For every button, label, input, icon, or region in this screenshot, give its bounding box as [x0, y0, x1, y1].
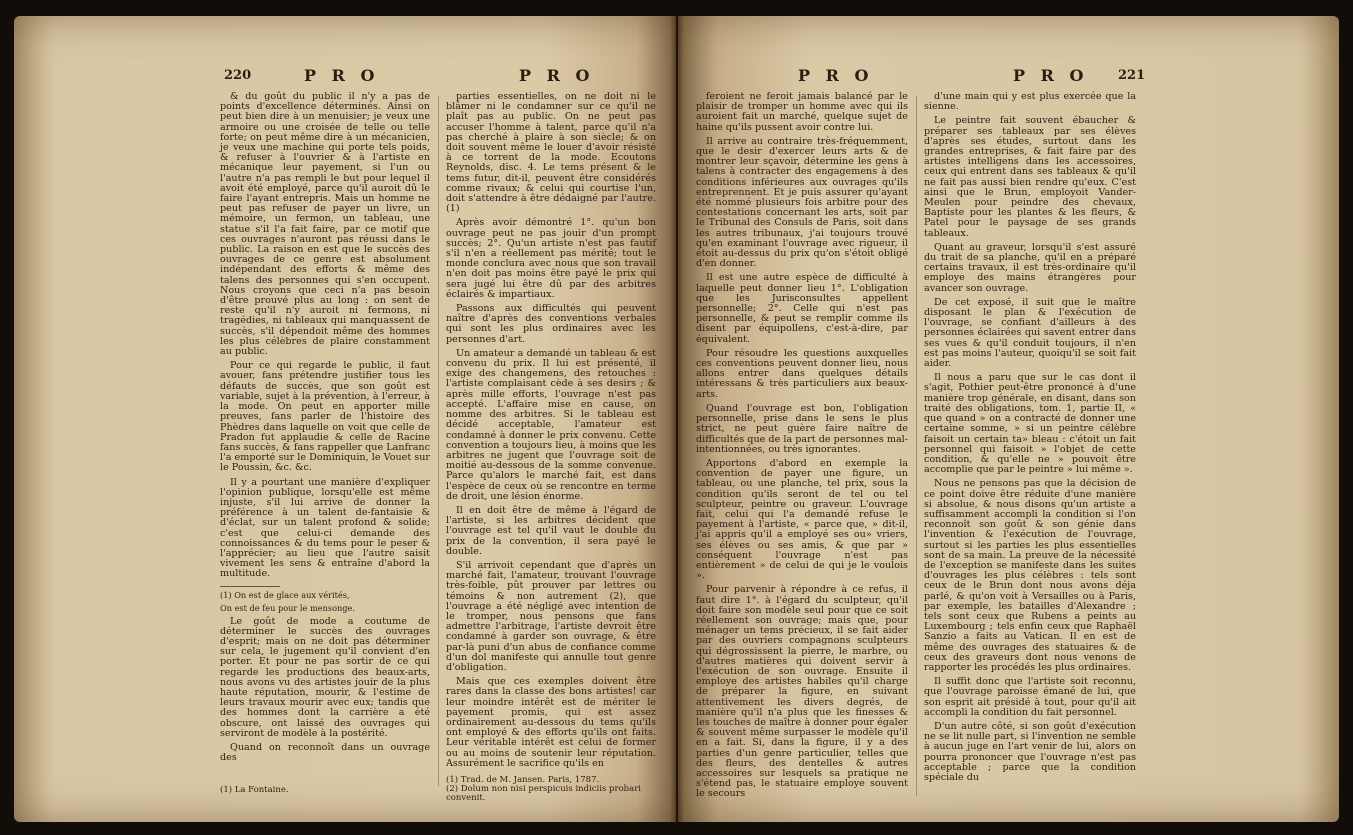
paragraph: Après avoir démontré 1°. qu'un bon ouvrage peut ne pas jouir d'un prompt succès; 2°. Qu'un artiste n'est pas fautif s'il n'en a réellement pas mérité; tout le monde conclura avec nous que son travail n'en doit pas moins être payé le prix qui sera jugé lui être dû par des arbitres éclairés & impartiaux.: [446, 217, 656, 300]
left-running-head: P R O: [304, 66, 380, 85]
left-col2-footnotes: [446, 776, 656, 803]
paragraph: Quand on reconnoît dans un ouvrage des: [220, 741, 430, 764]
footnote: (2) Dolum non nisi perspicuis indiciis probari convenit.: [446, 784, 641, 803]
paragraph: Il suffit donc que l'artiste soit reconnu, que l'ouvrage paroisse émané de lui, que son esprit ait présidé à tout, pour qu'il ait accompli la condition du fait personnel.: [924, 676, 1136, 718]
paragraph: D'un autre côté, si son goût d'exécution ne se lit nulle part, si l'invention ne semble à aucun juge en l'art venir de lui, alors on pourra prononcer que l'ouvrage n'est pas acceptable ; parce que la condition spéciale du: [924, 720, 1136, 783]
left-column-2: [446, 92, 656, 773]
right-col1-running-head: P R O: [798, 66, 874, 85]
column-divider: [916, 96, 917, 796]
right-column-1: [696, 92, 908, 804]
paragraph: Le peintre fait souvent ébaucher & préparer ses tableaux par ses élèves d'après ses études, surtout dans les grandes entreprises, & fait faire par des artistes intelligens dans les accessoires, ceux qui entrent dans ses tableaux & qu'il ne fait pas aussi bien rendre qu'eux. C'est ainsi que le Brun, employoit Vander-Meulen pour peindre des chevaux, Baptiste pour les plantes & les fleurs, & Patel pour le paysage de ses grands tableaux.: [924, 115, 1136, 239]
paragraph: De cet exposé, il suit que le maître disposant le plan & l'exécution de l'ouvrage, se confiant d'ailleurs à des personnes éclairées qui savent entrer dans ses vues & qu'il conduit toujours, il n'en est pas moins l'auteur, quoiqu'il se soit fait aider.: [924, 296, 1136, 370]
paragraph: S'il arrivoit cependant que d'après un marché fait, l'amateur, trouvant l'ouvrage très-foible, pût prouver par lettres ou témoins & non autrement (2), que l'ouvrage a été négligé avec intention de le tromper, nous pensons que fans admettre l'arbitrage, l'artiste devroit être condamné à garder son ouvrage, & être par-là puni d'un abus de confiance comme d'un dol manifeste qui annulle tout genre d'obligation.: [446, 559, 656, 673]
paragraph: Mais que ces exemples doivent être rares dans la classe des bons artistes! car leur moindre intérêt est de mériter le payement promis, qui est assez ordinairement au-dessous du tems qu'ils ont employé & des efforts qu'ils ont faits. Leur véritable intérêt est celui de former ou au moins de soutenir leur réputation. Assurément le sacrifice qu'ils en: [446, 676, 656, 769]
paragraph: Pour parvenir à répondre à ce refus, il faut dire 1°. à l'égard du sculpteur, qu'il doit faire son modèle seul pour que ce soit réellement son ouvrage; mais que, pour ménager un tems précieux, il se fait aider par des ouvriers compagnons sculpteurs qui dégrossissent la pierre, le marbre, ou d'autres matières qui doivent servir à l'exécution de son ouvrage. Ensuite il employe des artistes habiles qu'il charge de préparer la figure, en suivant attentivement les divers degrés, de manière qu'il n'a plus que les finesses & les touches de maître à donner pour égaler & souvent même surpasser le modèle qu'il en a fait. Si, dans la figure, il y a des parties d'un genre particulier, telles que des fleurs, des dentelles & autres accessoires sur lesquels sa pratique ne s'étend pas, le statuaire employe souvent le secours: [696, 584, 908, 800]
left-bottom-note: (1) La Fontaine.: [220, 785, 289, 795]
paragraph: Quand l'ouvrage est bon, l'obligation personnelle, prise dans le sens le plus strict, ne peut guère faire naître de difficultés que de la part de personnes mal-intentionnées, ou très ignorantes.: [696, 402, 908, 455]
paragraph: Apportons d'abord en exemple la convention de payer une figure, un tableau, ou une planche, tel prix, sous la condition qu'ils seront de tel ou tel sculpteur, peintre ou graveur. L'ouvrage fait, celui qui l'a demandé refuse le payement à l'artiste, « parce que, » dit-il, j'ai appris qu'il a employé ses ou» vriers, ses élèves ou ses amis, & que par » conséquent l'ouvrage n'est pas entièrement » de celui de qui je le voulois ».: [696, 457, 908, 582]
paragraph: Le goût de mode a coutume de déterminer le succès des ouvrages d'esprit; mais on ne doit pas déterminer sur cela, le jugement qu'il convient d'en porter. Et pour ne pas sortir de ce qui regarde les productions des beaux-arts, nous avons vu des artistes jouir de la plus haute réputation, mourir, & l'estime de leurs travaux mourir avec eux; tandis que des hommes dont la carrière a été obscure, ont laissé des ouvrages qui serviront de modèle à la postérité.: [220, 615, 430, 739]
paragraph: Il est une autre espèce de difficulté à laquelle peut donner lieu 1°. L'obligation que les Jurisconsultes appellent personnelle; 2°. Celle qui n'est pas personnelle, & peut se remplir comme ils disent par équipollens, c'est-à-dire, par équivalent.: [696, 272, 908, 345]
right-column-2: [924, 92, 1136, 787]
paragraph: feroient ne feroit jamais balancé par le plaisir de tromper un homme avec qui ils auroient fait un marché, quelque sujet de haine qu'ils pussent avoir contre lui.: [696, 91, 908, 133]
paragraph: Il en doit être de même à l'égard de l'artiste, si les arbitres décident que l'ouvrage est tel qu'il vaut le double du prix de la convention, il sera payé le double.: [446, 504, 656, 557]
right-running-head: P R O: [1013, 66, 1089, 85]
footnote: (1) On est de glace aux vérités,: [220, 589, 350, 600]
paragraph: Il arrive au contraire très-fréquemment, que le desir d'exercer leurs arts & de montrer leur sçavoir, détermine les gens à talens à contracter des engagemens à des conditions inférieures aux ouvrages qu'ils entreprennent. Et je puis assurer qu'ayant été nommé plusieurs fois arbitre pour des contestations concernant les arts, soit par le Tribunal des Consuls de Paris, soit dans les autres tribunaux, j'ai toujours trouvé qu'en examinant l'ouvrage avec rigueur, il étoit au-dessus du prix qu'on s'étoit obligé d'en donner.: [696, 135, 908, 270]
footnote: (1) Trad. de M. Jansen. Paris, 1787.: [446, 775, 600, 785]
paragraph: Il y a pourtant une manière d'expliquer l'opinion publique, lorsqu'elle est même injuste, s'il lui arrive de donner la préférence à un talent de-fantaisie & d'éclat, sur un talent profond & solide; c'est que celui-ci demande des connoissances & du tems pour le peser & l'apprécier; au lieu que l'autre saisit vivement les sens & entraîne d'abord la multitude.: [220, 476, 430, 580]
paragraph: Pour résoudre les questions auxquelles ces conventions peuvent donner lieu, nous allons entrer dans quelques détails intéressans & très particuliers aux beaux-arts.: [696, 347, 908, 400]
left-page-number: 220: [224, 68, 252, 83]
paragraph: Passons aux difficultés qui peuvent naître d'après des conventions verbales qui sont les plus ordinaires avec les personnes d'art.: [446, 303, 656, 345]
paragraph: d'une main qui y est plus exercée que la sienne.: [924, 91, 1136, 113]
left-column-1: [220, 92, 430, 767]
right-page: [678, 16, 1339, 822]
paragraph: Un amateur a demandé un tableau & est convenu du prix. Il lui est présenté, il exige des changemens, des retouches : l'artiste complaisant cède à ses desirs ; & après mille efforts, l'ouvrage n'est pas accepté. L'affaire mise en cause, on nomme des arbitres. Si le tableau est décidé acceptable, l'amateur est condamné à donner le prix convenu. Cette convention a toujours lieu, à moins que les arbitres ne jugent que l'ouvrage soit de moitié au-dessous de la somme convenue. Parce qu'alors le marché fait, est dans l'espèce de ceux où se rencontre en terme de droit, une lésion énorme.: [446, 347, 656, 502]
left-page: [14, 16, 676, 822]
right-page-number: 221: [1118, 68, 1146, 83]
paragraph: & du goût du public il n'y a pas de points d'excellence déterminés. Ainsi on peut bien dire à un menuisier; je veux une armoire ou une croisée de telle ou telle forte; on peut même dire à un mécanicien, je veux une machine qui porte tels poids, & refuser à l'ouvrier & à l'artiste en mécanique leur payement, si l'un ou l'autre n'a pas rempli le but pour lequel il avoit été employé, parce qu'il auroit dû le faire l'ayant entrepris. Mais un homme ne peut pas refuser de payer un livre, un mémoire, un fermon, un tableau, une statue s'il l'a fait faire, par ce motif que ces ouvrages n'auront pas réussi dans le public. La raison en est que le succès des ouvrages de ce genre est absolument indépendant des efforts & même des talens des personnes qui s'en occupent. Nous croyons que ceci n'a pas besoin d'être prouvé plus au long : on sent de reste qu'il n'y auroit ni fermons, ni tragédies, ni tableaux qui manquassent de succès, s'il dépendoit même des hommes les plus célèbres de plaire constamment au public.: [220, 91, 430, 358]
paragraph: Nous ne pensons pas que la décision de ce point doive être réduite d'une manière si absolue, & nous disons qu'un artiste a suffisamment accompli la condition si l'on reconnoît son goût & son génie dans l'invention & l'exécution de l'ouvrage, surtout si les parties les plus essentielles sont de sa main. La preuve de la nécessité de l'exception se manifeste dans les suites d'ouvrages les plus célèbres : tels sont ceux de le Brun dont nous avons déja parlé, & qu'on voit à Versailles ou à Paris, par exemple, les batailles d'Alexandre ; tels sont ceux que Rubens a peints au Luxembourg ; tels enfin ceux que Raphaël Sanzio a faits au Vatican. Il en est de même des ouvrages des statuaires & de ceux des graveurs dont nous venons de rapporter les procédés les plus ordinaires.: [924, 478, 1136, 673]
left-col2-running-head: P R O: [519, 66, 595, 85]
column-divider: [438, 96, 439, 786]
book-spread: [14, 16, 1339, 822]
paragraph: Quant au graveur, lorsqu'il s'est assuré du trait de sa planche, qu'il en a préparé certains travaux, il est très-ordinaire qu'il employe des mains étrangères pour avancer son ouvrage.: [924, 241, 1136, 294]
paragraph: parties essentielles, on ne doit ni le blâmer ni le condamner sur ce qu'il ne plaît pas au public. On ne peut pas accuser l'homme à talent, parce qu'il n'a pas cherché à plaire à son siècle; & on doit souvent même le louer d'avoir résisté à ce torrent de la mode. Ecoutons Reynolds, disc. 4. Le tems présent & le tems futur, dit-il, peuvent être considérés comme rivaux; & celui qui courtise l'un, doit s'attendre à être dédaigné par l'autre. (1): [446, 91, 656, 215]
paragraph: Pour ce qui regarde le public, il faut avouer, fans prétendre justifier tous les défauts de succès, que son goût est variable, sujet à la prévention, à l'erreur, à la mode. On peut en apporter mille preuves, fans parler de l'histoire des Phèdres dans laquelle on voit que celle de Pradon fut applaudie & celle de Racine fans succès, & fans rappeller que Lanfranc l'a emporté sur le Dominiquin, le Vouet sur le Poussin, &c. &c.: [220, 360, 430, 474]
footnote-rule: [220, 586, 280, 587]
book-gutter: [670, 16, 684, 822]
paragraph: Il nous a paru que sur le cas dont il s'agit, Pothier peut-être prononcé à d'une manière trop générale, en disant, dans son traité des obligations, tom. 1, partie II, « que quand » on a contracté de donner une certaine somme, » si un peintre célèbre faisoit un certain ta» bleau : c'étoit un fait personnel qui faisoit » l'objet de cette condition, & qu'elle ne » pouvoit être accomplie que par le peintre » lui même ».: [924, 372, 1136, 476]
footnote: On est de feu pour le mensonge.: [220, 602, 355, 613]
